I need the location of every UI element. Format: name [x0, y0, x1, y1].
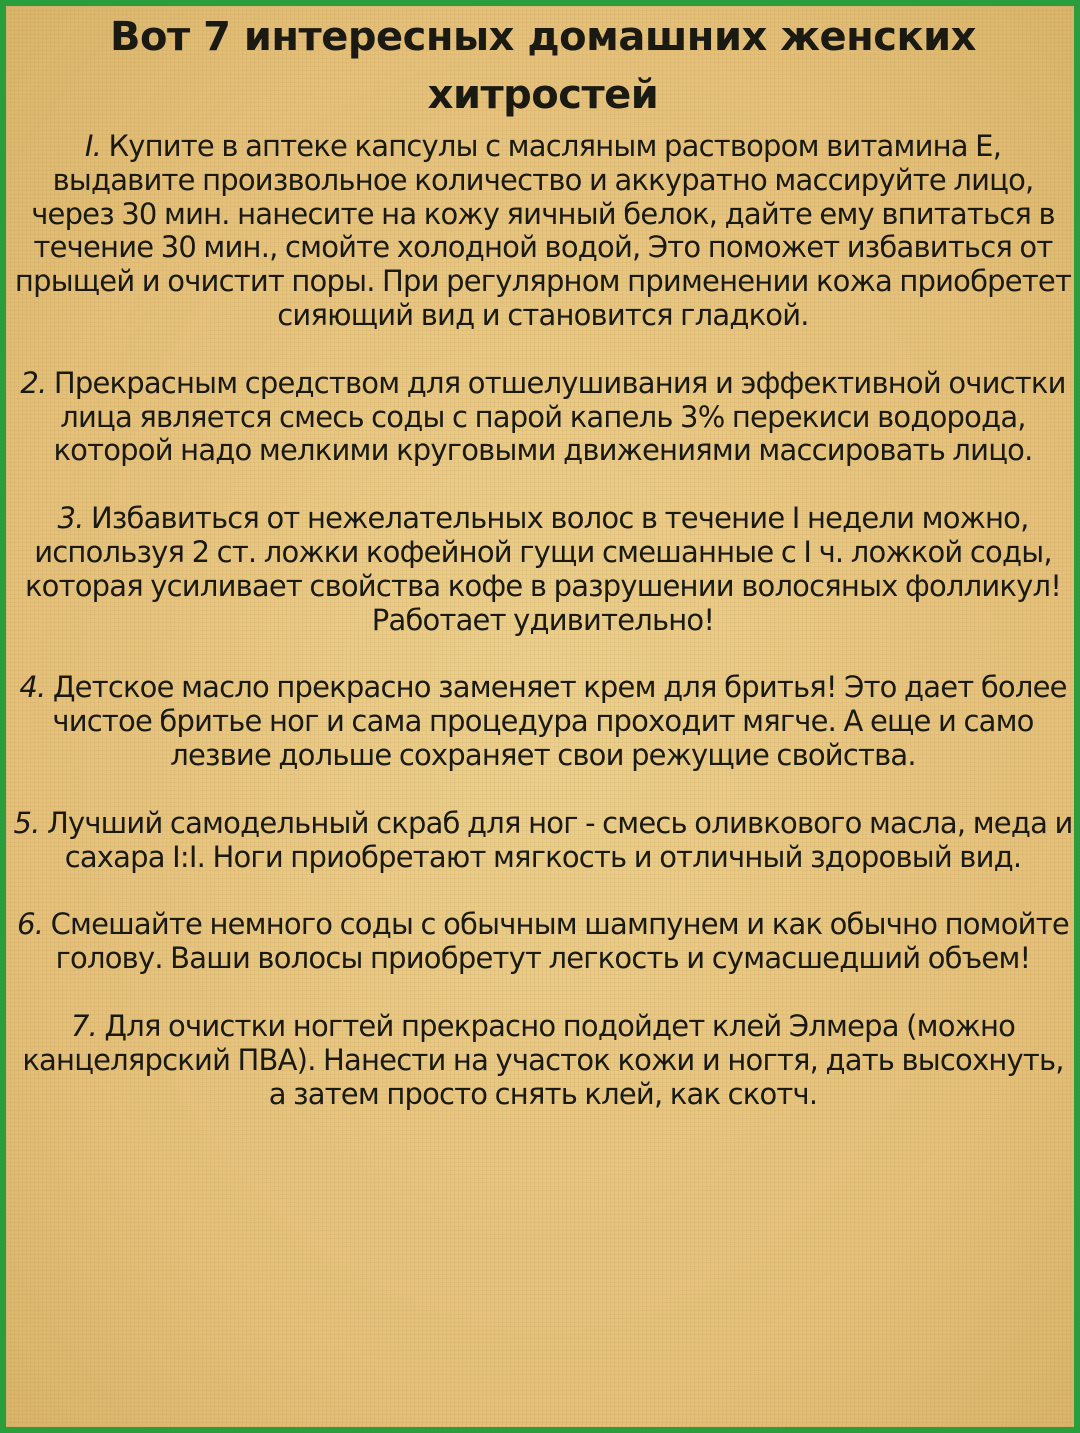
tip-number: 5. [13, 805, 40, 840]
tip-3 [12, 502, 1074, 637]
tip-text: Купите в аптеке капсулы с масляным раствором витамина Е, выдавите произвольное количество и аккуратно массируйте лицо, через 30 мин. нанесите на кожу яичный белок, дайте ему впитаться в течение 30 мин., смойте холодной водой, Это поможет избавиться от прыщей и очистит поры. При регулярном применении кожа приобретет сияющий вид и становится гладкой. [14, 129, 1072, 332]
tip-number: I. [84, 129, 102, 163]
tip-text: Прекрасным средством для отшелушивания и эффективной очистки лица является смесь соды с парой капель 3% перекиси водорода, которой надо мелкими круговыми движениями массировать лицо. [53, 365, 1066, 468]
tip-number: 6. [17, 907, 44, 942]
tip-1 [12, 130, 1074, 333]
tip-text: Для очистки ногтей прекрасно подойдет клей Элмера (можно канцелярский ПВА). Нанести на участок кожи и ногтя, дать высохнуть, а затем просто снять клей, как скотч. [22, 1008, 1064, 1111]
tip-6 [12, 908, 1074, 976]
tip-2 [12, 367, 1074, 468]
poster-content [12, 8, 1074, 1145]
tip-7 [12, 1010, 1074, 1111]
tip-4 [12, 671, 1074, 772]
poster-title: Вот 7 интересных домашних женских хитростей [110, 14, 976, 118]
tip-number: 2. [20, 365, 47, 400]
tip-number: 7. [70, 1008, 97, 1043]
tip-text: Смешайте немного соды с обычным шампунем и как обычно помойте голову. Ваши волосы приобретут легкость и сумасшедший объем! [50, 907, 1069, 976]
tips-list [12, 130, 1074, 1111]
tip-number: 4. [19, 670, 46, 705]
tip-text: Лучший самодельный скраб для ног - смесь оливкового масла, меда и сахара I:I. Ноги приобретают мягкость и отличный здоровый вид. [46, 805, 1073, 874]
tip-text: Детское масло прекрасно заменяет крем для бритья! Это дает более чистое бритье ног и сама процедура проходит мягче. А еще и само лезвие дольше сохраняет свои режущие свойства. [52, 670, 1067, 772]
tip-text: Избавиться от нежелательных волос в течение I недели можно, используя 2 ст. ложки кофейной гущи смешанные с I ч. ложкой соды, которая усиливает свойства кофе в разрушении волосяных фолликул! Работает удивительно! [24, 501, 1062, 637]
tip-number: 3. [57, 501, 84, 536]
tip-5 [12, 807, 1074, 875]
